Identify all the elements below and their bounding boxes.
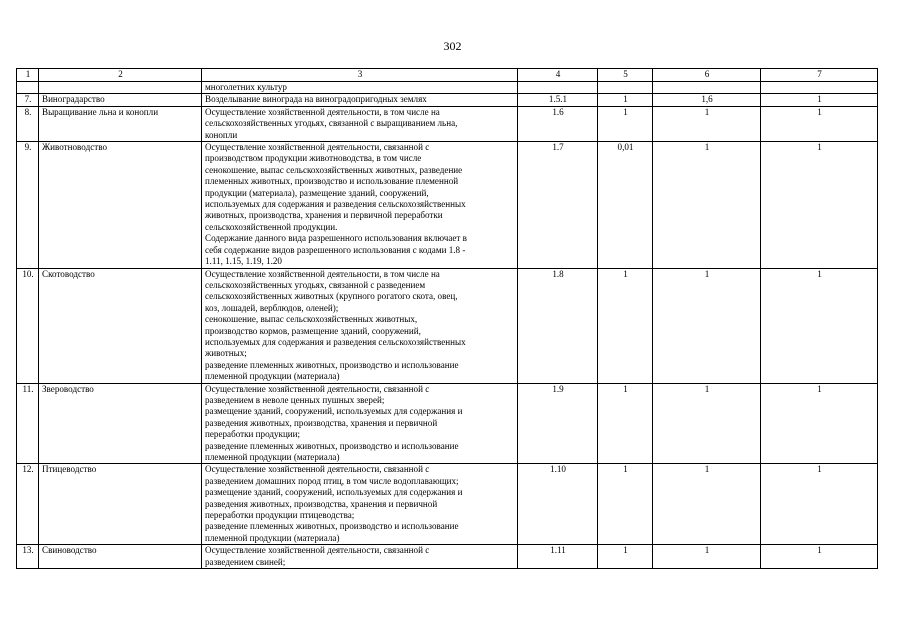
table-row <box>17 464 878 545</box>
column-6-value: 1,6 <box>653 94 761 106</box>
table-row <box>17 383 878 464</box>
table-row <box>17 268 878 383</box>
column-header: 6 <box>653 69 761 82</box>
table-row <box>17 106 878 141</box>
column-5-value: 1 <box>598 268 653 383</box>
use-type-name: Свиноводство <box>39 545 202 569</box>
column-header: 4 <box>518 69 598 82</box>
row-number: 13. <box>17 545 39 569</box>
column-5-value: 1 <box>598 545 653 569</box>
column-7-value: 1 <box>761 142 878 268</box>
use-type-code: 1.9 <box>518 383 598 464</box>
use-type-description: Осуществление хозяйственной деятельности, связанной с разведением домашних пород птиц, в том числе водоплавающих; размещение зданий, сооружений, используемых для содержания и разведения животных, производства, хранения и первичной переработки продукции птицеводства; разведение племенных животных, производство и использование племенной продукции (материала) <box>202 464 518 545</box>
table-header-row <box>17 69 878 82</box>
column-7-value: 1 <box>761 106 878 141</box>
column-7-value: 1 <box>761 268 878 383</box>
column-6-value: 1 <box>653 464 761 545</box>
column-header: 5 <box>598 69 653 82</box>
row-number: 12. <box>17 464 39 545</box>
row-number: 8. <box>17 106 39 141</box>
row-number: 7. <box>17 94 39 106</box>
use-type-name <box>39 82 202 94</box>
column-6-value: 1 <box>653 268 761 383</box>
page-number: 302 <box>443 39 462 53</box>
column-header: 3 <box>202 69 518 82</box>
column-header: 2 <box>39 69 202 82</box>
use-type-description: Осуществление хозяйственной деятельности, в том числе на сельскохозяйственных угодьях, связанной с выращиванием льна, конопли <box>202 106 518 141</box>
column-header: 1 <box>17 69 39 82</box>
column-7-value: 1 <box>761 464 878 545</box>
row-number: 11. <box>17 383 39 464</box>
table-row <box>17 94 878 106</box>
column-5-value: 0,01 <box>598 142 653 268</box>
column-6-value: 1 <box>653 142 761 268</box>
row-number: 9. <box>17 142 39 268</box>
column-6-value: 1 <box>653 383 761 464</box>
column-5-value: 1 <box>598 464 653 545</box>
column-7-value: 1 <box>761 94 878 106</box>
use-type-name: Виноградарство <box>39 94 202 106</box>
column-7-value: 1 <box>761 545 878 569</box>
use-type-description: Осуществление хозяйственной деятельности, в том числе на сельскохозяйственных угодьях, связанной с разведением сельскохозяйственных животных (крупного рогатого скота, овец, коз, лошадей, верблюдов, оленей); сенокошение, выпас сельскохозяйственных животных, производство кормов, размещение зданий, сооружений, используемых для содержания и разведения сельскохозяйственных животных; разведение племенных животных, производство и использование племенной продукции (материала) <box>202 268 518 383</box>
column-header: 7 <box>761 69 878 82</box>
use-type-description: Осуществление хозяйственной деятельности, связанной с разведением свиней; <box>202 545 518 569</box>
use-type-name: Скотоводство <box>39 268 202 383</box>
use-type-description: многолетних культур <box>202 82 518 94</box>
use-type-code: 1.7 <box>518 142 598 268</box>
use-type-name: Птицеводство <box>39 464 202 545</box>
use-type-name: Животноводство <box>39 142 202 268</box>
use-type-description: Осуществление хозяйственной деятельности, связанной с разведением в неволе ценных пушных зверей; размещение зданий, сооружений, используемых для содержания и разведения животных, производства, хранения и первичной переработки продукции; разведение племенных животных, производство и использование племенной продукции (материала) <box>202 383 518 464</box>
use-type-name: Звероводство <box>39 383 202 464</box>
use-type-code: 1.6 <box>518 106 598 141</box>
land-use-table <box>16 68 878 569</box>
table-row <box>17 142 878 268</box>
column-7-value: 1 <box>761 383 878 464</box>
use-type-code: 1.5.1 <box>518 94 598 106</box>
column-5-value: 1 <box>598 94 653 106</box>
row-number: 10. <box>17 268 39 383</box>
column-7-value <box>761 82 878 94</box>
table-row <box>17 82 878 94</box>
use-type-name: Выращивание льна и конопли <box>39 106 202 141</box>
use-type-code: 1.10 <box>518 464 598 545</box>
use-type-description: Возделывание винограда на виноградопригодных землях <box>202 94 518 106</box>
column-5-value: 1 <box>598 106 653 141</box>
use-type-code: 1.8 <box>518 268 598 383</box>
column-5-value <box>598 82 653 94</box>
column-6-value: 1 <box>653 106 761 141</box>
column-6-value: 1 <box>653 545 761 569</box>
column-6-value <box>653 82 761 94</box>
use-type-description: Осуществление хозяйственной деятельности, связанной с производством продукции животноводства, в том числе сенокошение, выпас сельскохозяйственных животных, разведение племенных животных, производство и использование племенной продукции (материала), размещение зданий, сооружений, используемых для содержания и разведения сельскохозяйственных животных, производства, хранения и первичной переработки сельскохозяйственной продукции. Содержание данного вида разрешенного использования включает в себя содержание видов разрешенного использования с кодами 1.8 - 1.11, 1.15, 1.19, 1.20 <box>202 142 518 268</box>
use-type-code: 1.11 <box>518 545 598 569</box>
row-number <box>17 82 39 94</box>
column-5-value: 1 <box>598 383 653 464</box>
table-row <box>17 545 878 569</box>
use-type-code <box>518 82 598 94</box>
